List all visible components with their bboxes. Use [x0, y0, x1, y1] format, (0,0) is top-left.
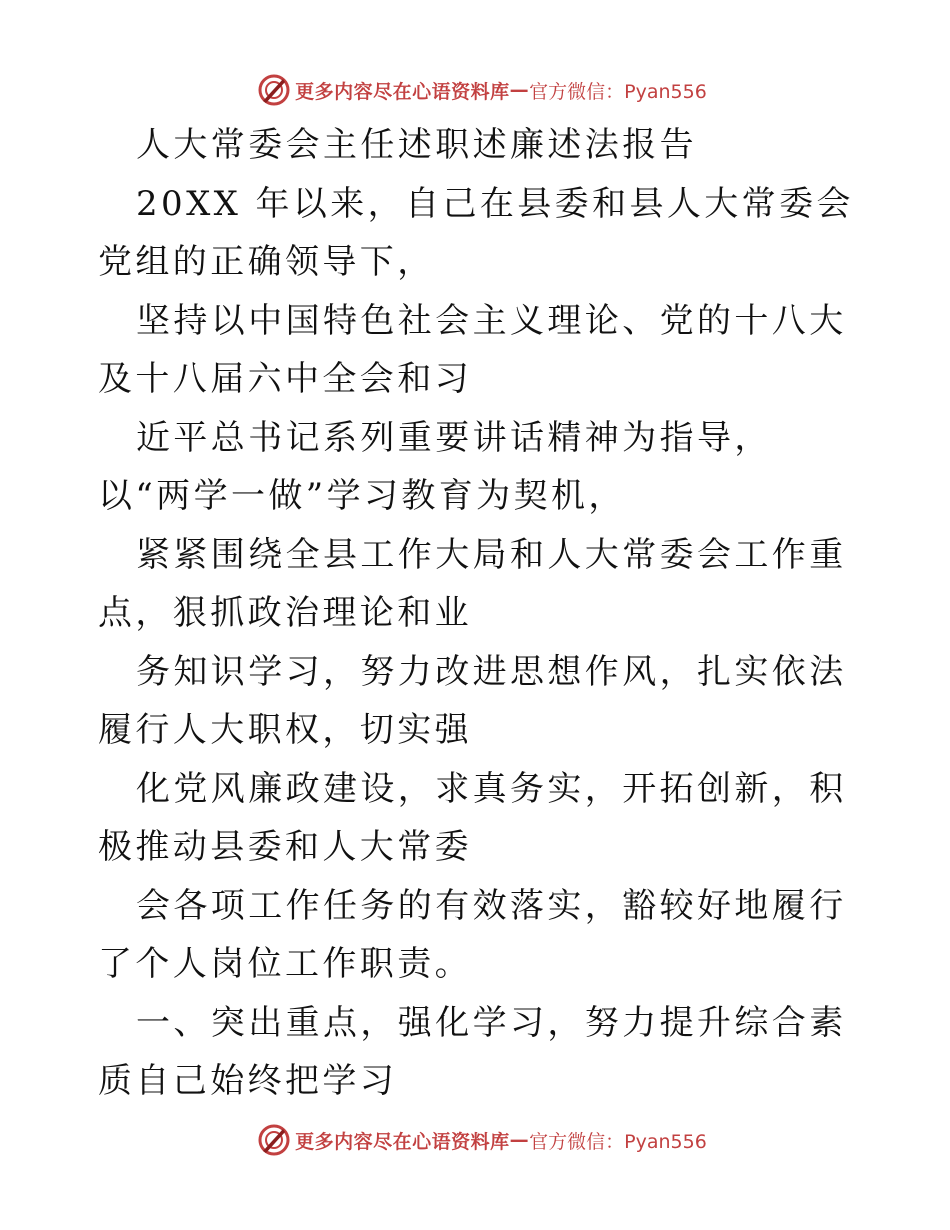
footer-dash: —	[509, 1129, 530, 1151]
paragraph-4: 紧紧围绕全县工作大局和人大常委会工作重点，狠抓政治理论和业	[98, 534, 847, 633]
quill-logo-icon	[257, 1123, 291, 1157]
paragraph-8: 一、突出重点，强化学习，努力提升综合素质自己始终把学习	[98, 1002, 847, 1101]
document-title: 人大常委会主任述职述廉述法报告	[136, 125, 697, 165]
footer-brand-text: 更多内容尽在心语资料库	[295, 1130, 510, 1153]
banner-brand-text: 更多内容尽在心语资料库	[295, 80, 510, 103]
paragraph-7: 会各项工作任务的有效落实，豁较好地履行了个人岗位工作职责。	[98, 885, 847, 984]
header-banner	[0, 70, 950, 110]
footer-banner	[0, 1120, 950, 1160]
quill-logo-icon	[257, 73, 291, 107]
banner-dash: —	[509, 79, 530, 101]
paragraph-2: 坚持以中国特色社会主义理论、党的十八大及十八届六中全会和习	[98, 300, 847, 399]
paragraph-5: 务知识学习，努力改进思想作风，扎实依法履行人大职权，切实强	[98, 651, 847, 750]
document-body	[98, 116, 858, 1111]
paragraph-1: 20XX 年以来，自己在县委和县人大常委会党组的正确领导下，	[98, 183, 854, 282]
paragraph-6: 化党风廉政建设，求真务实，开拓创新，积极推动县委和人大常委	[98, 768, 847, 867]
footer-wechat-text: 官方微信：Pyan556	[529, 1130, 707, 1153]
banner-wechat-text: 官方微信：Pyan556	[529, 80, 707, 103]
paragraph-3: 近平总书记系列重要讲话精神为指导，以“两学一做”学习教育为契机，	[98, 417, 772, 516]
